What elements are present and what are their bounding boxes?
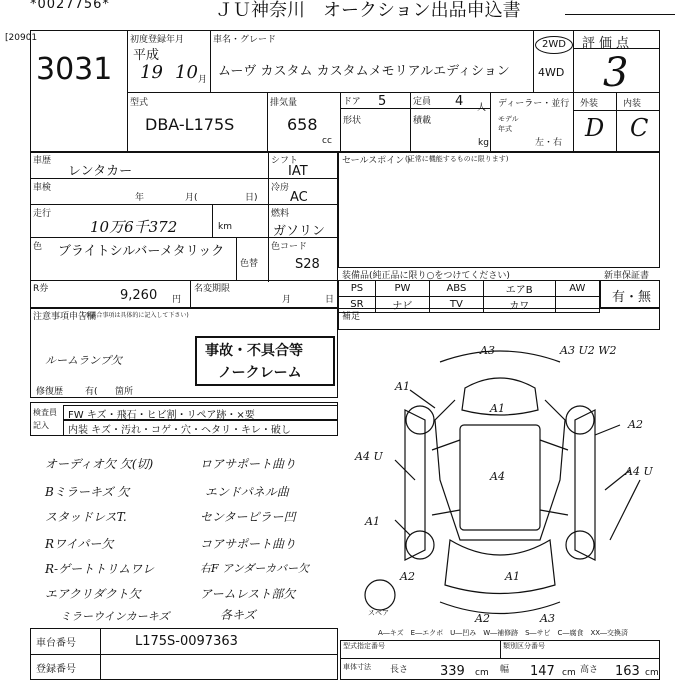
color-code: S28 — [295, 257, 320, 272]
load-label: 積載 — [413, 116, 432, 126]
class-number-label: 類別区分番号 — [503, 642, 545, 650]
damage-code-legend: A―キズ E―エクボ U―凹み W―補修跡 S―サビ C―腐食 XX―交換済 — [378, 629, 629, 637]
tax-label: 名変期限 — [194, 284, 231, 294]
inspection-month-unit: 月( — [185, 193, 198, 203]
displacement: 658 — [287, 115, 318, 134]
mark-right-a2: A2 — [628, 418, 643, 431]
length-label: 長さ — [390, 665, 409, 675]
registration-month: 10 — [175, 62, 198, 83]
registration-label: 初度登録年月 — [130, 35, 185, 45]
drive-2wd: 2WD — [535, 36, 573, 54]
displacement-label: 排気量 — [270, 98, 298, 108]
height-value: 163 — [615, 664, 640, 679]
size-label: 車体寸法 — [343, 663, 371, 671]
equip-sr: SR — [339, 297, 376, 313]
note-room-lamp: ルームランプ欠 — [45, 354, 122, 367]
notes-sub: (不具合事項は具体的に記入して下さい) — [82, 312, 189, 319]
vehicle-name: ムーヴ カスタム カスタムメモリアルエディション — [218, 64, 510, 79]
month-unit: 月 — [198, 75, 208, 85]
repair-value: 有( — [85, 387, 98, 397]
color-value: ブライトシルバーメタリック — [58, 244, 225, 259]
mileage-unit: km — [218, 222, 232, 232]
wheel-front-right — [566, 406, 594, 434]
note-mirror-winker: ミラーウインカーキズ — [60, 610, 170, 623]
serial-number: *0027756* — [30, 0, 110, 12]
note-armrest: アームレスト部欠 — [200, 587, 296, 601]
legend-row2: 内装 キズ・汚れ・コゲ・穴・ヘタリ・キレ・破し — [68, 425, 291, 436]
recycle-value: 9,260 — [120, 288, 158, 303]
inspection-year-unit: 年 — [135, 193, 145, 203]
equip-airbag: エアB — [483, 281, 555, 297]
equip-pw: PW — [375, 281, 429, 297]
inspector-label: 検査員記入 — [33, 408, 57, 430]
evaluation-label: 評価点 — [582, 36, 634, 51]
era: 平成 — [133, 48, 160, 63]
note-under-cover: 右F アンダーカバー欠 — [200, 562, 310, 575]
recycle-unit: 円 — [172, 295, 182, 305]
equip-navi: ナビ — [375, 297, 429, 313]
ac-label: 冷房 — [271, 183, 290, 193]
tax-month: 月 — [282, 295, 292, 305]
note-various-scratches: 各キズ — [220, 608, 256, 622]
color-code-label: 色コード — [271, 242, 308, 252]
mark-rear-a1: A1 — [505, 570, 520, 583]
legend-row1: FW キズ・飛石・ヒビ割・リペア跡・×要 — [68, 410, 255, 421]
height-unit: cm — [645, 668, 659, 678]
doors-label: ドア — [343, 97, 361, 107]
chassis-number: L175S-0097363 — [135, 634, 238, 649]
stamp-line2: ノークレーム — [218, 365, 302, 381]
displacement-unit: cc — [322, 136, 332, 146]
note-gate-trim: R-ゲートトリムワレ — [45, 562, 155, 576]
note-end-panel: エンドパネル曲 — [205, 485, 289, 499]
mark-rear-left-a1: A2 — [400, 570, 415, 583]
shift-value: IAT — [288, 164, 308, 179]
mark-front-right: A3 U2 W2 — [560, 344, 617, 357]
model-code: DBA-L175S — [145, 115, 235, 134]
interior-label: 内装 — [623, 99, 642, 109]
ac-value: AC — [290, 190, 308, 205]
dealer-label: ディーラー・並行 — [498, 99, 570, 109]
mark-left-a1: A1 — [365, 515, 380, 528]
sales-point-label: セールスポイント — [342, 156, 414, 166]
manual-value: 有・無 — [612, 290, 652, 305]
color-change-label: 色替 — [240, 259, 259, 269]
evaluation-score: 3 — [603, 50, 629, 96]
name-label: 車名・グレード — [213, 35, 277, 45]
note-lower-support: ロアサポート曲り — [200, 457, 297, 471]
stamp-line1: 事故・不具合等 — [205, 343, 303, 359]
inspection-label: 車検 — [33, 183, 52, 193]
wheel-rear-right — [566, 531, 594, 559]
form-title: ＪＵ神奈川 オークション出品申込書 — [215, 0, 521, 21]
fuel-label: 燃料 — [271, 209, 290, 219]
mark-roof-a4: A4 — [490, 470, 505, 483]
model-label: 型式 — [130, 98, 149, 108]
mark-front-left-a1: A1 — [395, 380, 410, 393]
chassis-label: 車台番号 — [36, 638, 76, 649]
capacity-label: 定員 — [413, 97, 432, 107]
note-center-pillar: センターピラー凹 — [200, 510, 296, 524]
other-label: 補足 — [342, 312, 361, 322]
notes-label: 注意事項申告欄 — [33, 312, 97, 322]
tax-day: 日 — [325, 295, 335, 305]
trunk-outline — [445, 540, 555, 594]
mark-rear-a2: A2 — [475, 612, 490, 625]
equipment-label: 装備品(純正品に限り○をつけてください) — [342, 271, 510, 281]
exterior-grade: D — [585, 114, 605, 142]
model-year-label: モデル年式 — [498, 115, 519, 133]
width-value: 147 — [530, 664, 555, 679]
note-studless: スタッドレスT. — [45, 510, 127, 524]
wheel-rear-left — [406, 531, 434, 559]
fuel-value: ガソリン — [273, 224, 326, 239]
note-mirror: Bミラーキズ 欠 — [45, 485, 130, 499]
spare-tire — [365, 580, 395, 610]
doc-code: [20901 — [5, 33, 38, 43]
mark-front-a3: A3 — [480, 344, 495, 357]
load-unit: kg — [478, 138, 489, 148]
equip-tv: TV — [430, 297, 484, 313]
car-damage-diagram — [340, 340, 660, 630]
mark-hood-a1: A1 — [490, 402, 505, 415]
steering-label: 左・右 — [535, 138, 563, 148]
width-label: 幅 — [500, 665, 510, 675]
mileage-label: 走行 — [33, 209, 52, 219]
history-value: レンタカー — [68, 164, 133, 179]
exterior-label: 外装 — [580, 99, 599, 109]
note-wiper: Rワイパー欠 — [45, 537, 114, 551]
length-value: 339 — [440, 664, 465, 679]
mark-rear-a3: A3 — [540, 612, 555, 625]
drive-4wd: 4WD — [538, 66, 565, 79]
manual-label: 新車保証書 — [604, 271, 650, 281]
sales-point-note: (正常に機能するものに限ります) — [405, 155, 509, 163]
history-label: 車歴 — [33, 156, 52, 166]
note-core-support: コアサポート曲り — [200, 537, 297, 551]
equip-ps: PS — [339, 281, 376, 297]
note-air-duct: エアクリダクト欠 — [45, 587, 141, 601]
repair-suffix: 箇所 — [115, 387, 134, 397]
mark-right-a4u: A4 U — [625, 465, 653, 478]
note-audio: オーディオ欠 欠(切) — [45, 457, 154, 471]
interior-grade: C — [630, 114, 649, 142]
mileage-value: 10万6千372 — [90, 218, 178, 236]
height-label: 高さ — [580, 665, 599, 675]
equip-abs: ABS — [430, 281, 484, 297]
mark-left-a4u: A4 U — [355, 450, 383, 463]
color-label: 色 — [33, 242, 43, 252]
registration-year: 19 — [140, 62, 163, 83]
lot-number: 3031 — [36, 52, 113, 87]
registration-number-label: 登録番号 — [36, 664, 76, 675]
width-unit: cm — [562, 668, 576, 678]
recycle-label: R券 — [33, 284, 49, 294]
spare-label: スペア — [368, 609, 389, 617]
capacity-unit: 人 — [477, 103, 487, 113]
inspection-day-unit: 日) — [245, 193, 258, 203]
capacity: 4 — [455, 94, 464, 109]
shift-label: シフト — [271, 156, 299, 166]
type-number-label: 型式指定番号 — [343, 642, 385, 650]
length-unit: cm — [475, 668, 489, 678]
equip-aw: AW — [555, 281, 599, 297]
doors: 5 — [378, 94, 387, 109]
repair-label: 修復歴 — [36, 387, 64, 397]
shape-label: 形状 — [343, 116, 362, 126]
wheel-front-left — [406, 406, 434, 434]
equip-leather: カワ — [483, 297, 555, 313]
